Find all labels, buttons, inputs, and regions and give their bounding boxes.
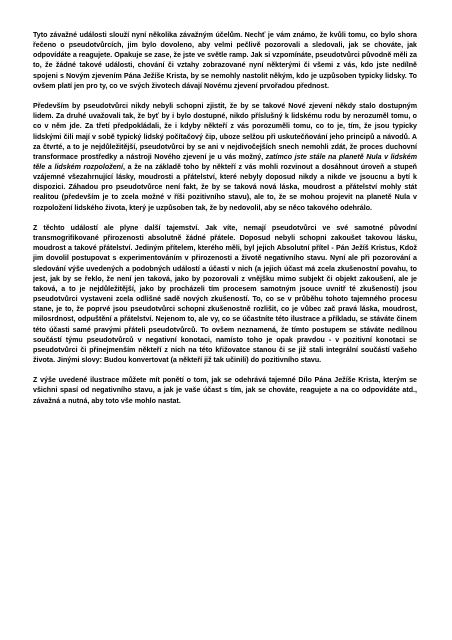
paragraph-1-text: Tyto závažné události slouží nyní několika závažným účelům. Nechť je vám známo, že kvůli tomu, co bylo shora řečeno o pseudotvůrcích, jim bylo dovoleno, aby velmi pečlivě pozorovali a sledovali, jak se chováte, jak odpovídáte a reagujete. Opakuje se zase, že jste ve světle ramp. Jak si vzpomínáte, pseudotvůrci původně měli za to, že žádné takové události, chování či vztahy zobrazované nyní některými či všemi z vás, kdo jste nedílně spojeni s Novým zjevením Pána Ježíše Krista, by se nemohly nastolit někým, kdo je uzpůsoben typicky lidsky. To ovšem platí jen pro ty, co ve svých životech dávají Novému zjevení prvořadou přednost. (33, 31, 417, 90)
paragraph-3 (33, 223, 417, 365)
paragraph-1 (33, 30, 417, 91)
paragraph-2 (33, 101, 417, 213)
paragraph-3-text: Z těchto událostí ale plyne další tajemství. Jak víte, nemají pseudotvůrci ve své samotné původní transmogrifikované přirozenosti absolutně žádné přátele. Doposud nebyli schopni zakoušet takovou lásku, moudrost a takové přátelství. Jediným přítelem, kterého měli, byl jejich Absolutní přítel - Pán Ježíš Kristus, Kdož jim dovolil postupovat s experimentováním v přirozenosti a životě negativního stavu. Nyní ale při pozorování a sledování výše uvedených a podobných událostí a účastí v nich (a jejich účast má zcela zkušenostní povahu, to jest, jak by se řeklo, že není jen taková, jako by pozorovali z vnějšku mimo subjekt či objekt zakoušení, ale je taková, a to je nejdůležitější, jako by procházeli tím procesem samotným jsouce uvnitř té zkušenosti) jsou pseudotvůrci vystaveni zcela odlišné sadě nových zkušeností. To, co se v průběhu tohoto tajemného procesu stane, je to, že poprvé jsou pseudotvůrci schopni zkušenostně rozlišit, co je vůbec zač pravá láska, moudrost, milosrdnost, odpuštění a přátelství. Nejenom to, ale vy, co se účastníte této ilustrace a příkladu, se stáváte činem této účasti samé pravými přáteli pseudotvůrců. To ovšem neznamená, že tímto postupem se stáváte nedílnou součástí týmu pseudotvůrců v negativní konotaci, namísto toho je opak pravdou - v pozitivní konotaci se pseudotvůrci či přinejmenším někteří z nich na této křižovatce stanou či se již stali integrální součástí vašeho života. Jinými slovy: Budou konvertovat (a někteří již tak učinili) do pozitivního stavu. (33, 223, 417, 364)
paragraph-2-italic-text: zatímco jste stále na planetě Nula v lidském těle a lidském rozpoložení (33, 152, 418, 172)
paragraph-2-text-a: Především by pseudotvůrci nikdy nebyli schopni zjistit, že by se takové Nové zjevení někdy stalo dostupným lidem. Za druhé uvažovali tak, že byť by i bylo dostupné, nikdo příslušný k lidskému rodu by nerozuměl tomu, o co v něm jde. Za třetí předpokládali, že i kdyby někteří z vás porozuměli tomu, co to je, tím, že jsou typicky lidskými čili mají v sobě typický lidský počítačový čip, uboze selžou při uskutečňování jeho principů a návodů. A za čtvrté, a to je nejdůležitější, pseudotvůrci by se ani v nejdivočejších snech nemohli zdát, že proces duchovní transformace prostředky a nástroji Nového zjevení je u vás možný, (33, 102, 417, 161)
paragraph-2-text-b: , a že na základě toho by někteří z vás mohli rozvinout a dosáhnout úroveň a stupeň vzájemné všezahrnující lásky, moudrosti a přátelství, které nebyly doposud nikdy a nikde ve jsoucnu a bytí k dispozici. Záhadou pro pseudotvůrce není fakt, že by se taková nová láska, moudrost a přátelství mohly stát realitou (především je to zcela možné v říši pozitivního stavu), ale to, že se mohou projevit na planetě Nula v rozpoložení lidského života, který je uzpůsoben tak, že by nedovolil, aby se něco takového odehrálo. (33, 163, 417, 212)
paragraph-4-text: Z výše uvedené ilustrace můžete mít ponětí o tom, jak se odehrává tajemné Dílo Pána Ježíše Krista, kterým se všichni spasí od negativního stavu, a jak je vaše účast s tím, jak se chováte, reagujete a na co odpovídáte atd., závažná a nutná, aby toto vše mohlo nastat. (33, 376, 417, 405)
paragraph-4 (33, 375, 417, 405)
document-page (33, 30, 417, 406)
